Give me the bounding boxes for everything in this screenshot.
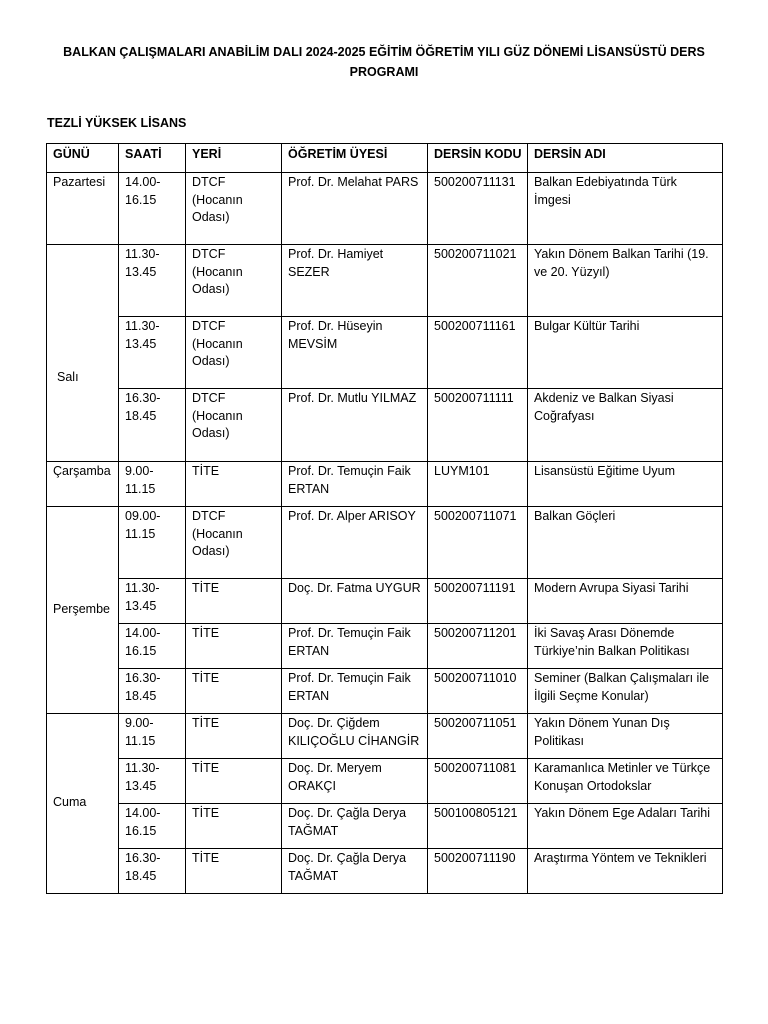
lecturer-cell: Prof. Dr. Hamiyet SEZER <box>282 245 428 317</box>
course-cell: Yakın Dönem Balkan Tarihi (19. ve 20. Yüzyıl) <box>528 245 723 317</box>
header-course-code: DERSİN KODU <box>428 144 528 173</box>
course-cell: İki Savaş Arası Dönemde Türkiye’nin Balkan Politikası <box>528 624 723 669</box>
place-cell: DTCF (Hocanın Odası) <box>186 507 282 579</box>
lecturer-cell: Prof. Dr. Temuçin Faik ERTAN <box>282 462 428 507</box>
table-row <box>47 804 723 849</box>
code-cell: 500200711021 <box>428 245 528 317</box>
place-cell: TİTE <box>186 849 282 894</box>
time-cell: 16.30-18.45 <box>119 669 186 714</box>
time-cell: 11.30-13.45 <box>119 317 186 389</box>
course-cell: Seminer (Balkan Çalışmaları ile İlgili Seçme Konular) <box>528 669 723 714</box>
course-cell: Karamanlıca Metinler ve Türkçe Konuşan Ortodokslar <box>528 759 723 804</box>
table-row <box>47 389 723 462</box>
day-cell: Çarşamba <box>47 462 119 507</box>
day-cell <box>47 245 119 462</box>
place-cell: DTCF (Hocanın Odası) <box>186 173 282 245</box>
header-time: SAATİ <box>119 144 186 173</box>
time-cell: 9.00-11.15 <box>119 462 186 507</box>
section-heading: TEZLİ YÜKSEK LİSANS <box>47 116 187 130</box>
time-cell: 14.00-16.15 <box>119 624 186 669</box>
course-cell: Akdeniz ve Balkan Siyasi Coğrafyası <box>528 389 723 462</box>
code-cell: 500200711201 <box>428 624 528 669</box>
lecturer-cell: Doç. Dr. Çağla Derya TAĞMAT <box>282 849 428 894</box>
table-row <box>47 714 723 759</box>
day-cell: Cuma <box>47 714 119 894</box>
lecturer-cell: Prof. Dr. Mutlu YILMAZ <box>282 389 428 462</box>
time-cell: 11.30-13.45 <box>119 759 186 804</box>
code-cell: 500200711161 <box>428 317 528 389</box>
table-row <box>47 759 723 804</box>
time-cell: 16.30-18.45 <box>119 849 186 894</box>
course-cell: Lisansüstü Eğitime Uyum <box>528 462 723 507</box>
time-cell: 14.00-16.15 <box>119 173 186 245</box>
lecturer-cell: Prof. Dr. Alper ARISOY <box>282 507 428 579</box>
place-cell: DTCF (Hocanın Odası) <box>186 245 282 317</box>
schedule-table <box>46 143 723 894</box>
table-row <box>47 669 723 714</box>
lecturer-cell: Doç. Dr. Meryem ORAKÇI <box>282 759 428 804</box>
lecturer-cell: Doç. Dr. Çiğdem KILIÇOĞLU CİHANGİR <box>282 714 428 759</box>
place-cell: TİTE <box>186 669 282 714</box>
code-cell: 500100805121 <box>428 804 528 849</box>
time-cell: 14.00-16.15 <box>119 804 186 849</box>
place-cell: TİTE <box>186 462 282 507</box>
table-row <box>47 849 723 894</box>
code-cell: 500200711111 <box>428 389 528 462</box>
code-cell: 500200711190 <box>428 849 528 894</box>
code-cell: 500200711071 <box>428 507 528 579</box>
course-cell: Araştırma Yöntem ve Teknikleri <box>528 849 723 894</box>
code-cell: 500200711051 <box>428 714 528 759</box>
place-cell: TİTE <box>186 579 282 624</box>
table-header-row <box>47 144 723 173</box>
lecturer-cell: Doç. Dr. Fatma UYGUR <box>282 579 428 624</box>
time-cell: 16.30-18.45 <box>119 389 186 462</box>
code-cell: 500200711081 <box>428 759 528 804</box>
code-cell: 500200711131 <box>428 173 528 245</box>
lecturer-cell: Prof. Dr. Hüseyin MEVSİM <box>282 317 428 389</box>
course-cell: Yakın Dönem Yunan Dış Politikası <box>528 714 723 759</box>
lecturer-cell: Prof. Dr. Temuçin Faik ERTAN <box>282 669 428 714</box>
table-row <box>47 462 723 507</box>
lecturer-cell: Doç. Dr. Çağla Derya TAĞMAT <box>282 804 428 849</box>
course-cell: Balkan Göçleri <box>528 507 723 579</box>
time-cell: 11.30-13.45 <box>119 245 186 317</box>
time-cell: 09.00-11.15 <box>119 507 186 579</box>
table-row <box>47 317 723 389</box>
time-cell: 11.30-13.45 <box>119 579 186 624</box>
course-cell: Modern Avrupa Siyasi Tarihi <box>528 579 723 624</box>
day-cell: Pazartesi <box>47 173 119 245</box>
table-row <box>47 245 723 317</box>
place-cell: DTCF (Hocanın Odası) <box>186 317 282 389</box>
place-cell: TİTE <box>186 624 282 669</box>
header-course-name: DERSİN ADI <box>528 144 723 173</box>
time-cell: 9.00-11.15 <box>119 714 186 759</box>
place-cell: DTCF (Hocanın Odası) <box>186 389 282 462</box>
code-cell: 500200711191 <box>428 579 528 624</box>
course-cell: Yakın Dönem Ege Adaları Tarihi <box>528 804 723 849</box>
course-cell: Balkan Edebiyatında Türk İmgesi <box>528 173 723 245</box>
table-row <box>47 507 723 579</box>
place-cell: TİTE <box>186 759 282 804</box>
header-place: YERİ <box>186 144 282 173</box>
document-title: BALKAN ÇALIŞMALARI ANABİLİM DALI 2024-2025 EĞİTİM ÖĞRETİM YILI GÜZ DÖNEMİ LİSANSÜSTÜ DERS PROGRAMI <box>63 45 705 79</box>
table-row <box>47 173 723 245</box>
place-cell: TİTE <box>186 714 282 759</box>
code-cell: 500200711010 <box>428 669 528 714</box>
place-cell: TİTE <box>186 804 282 849</box>
lecturer-cell: Prof. Dr. Temuçin Faik ERTAN <box>282 624 428 669</box>
code-cell: LUYM101 <box>428 462 528 507</box>
header-day: GÜNÜ <box>47 144 119 173</box>
course-cell: Bulgar Kültür Tarihi <box>528 317 723 389</box>
table-row <box>47 624 723 669</box>
header-lecturer: ÖĞRETİM ÜYESİ <box>282 144 428 173</box>
day-label: Salı <box>57 369 79 384</box>
day-cell: Perşembe <box>47 507 119 714</box>
table-row <box>47 579 723 624</box>
lecturer-cell: Prof. Dr. Melahat PARS <box>282 173 428 245</box>
